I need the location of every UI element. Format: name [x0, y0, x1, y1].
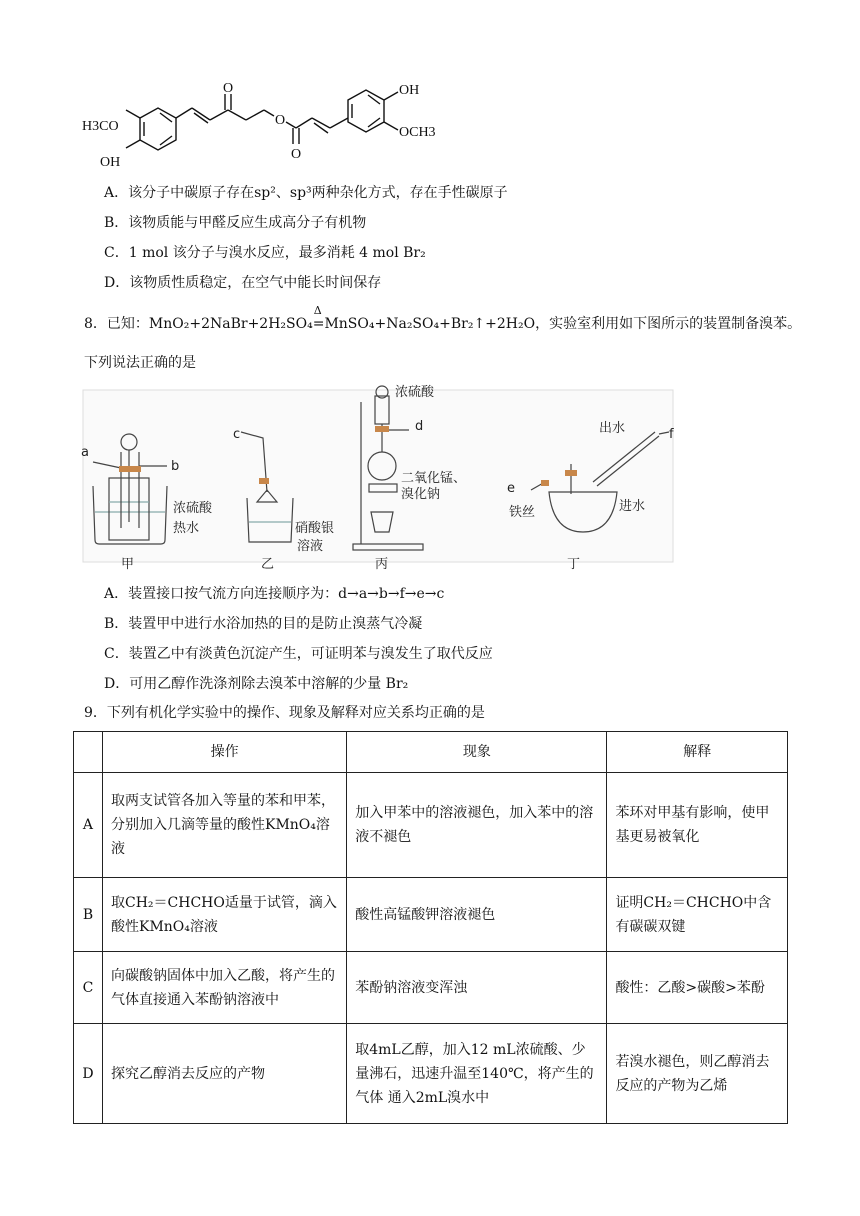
mol-label-o2: O	[275, 113, 286, 128]
fig-caption-ding: 丁	[567, 557, 581, 572]
mol-label-oh-right: OH	[399, 83, 420, 98]
q8-option-c: C．装置乙中有淡黄色沉淀产生，可证明苯与溴发生了取代反应	[104, 646, 493, 662]
table-row	[74, 878, 788, 952]
fig-caption-jia: 甲	[121, 557, 135, 572]
q9-table	[73, 731, 788, 1124]
fig-ding-label0: 出水	[599, 421, 626, 436]
mol-label-o3: O	[291, 147, 302, 162]
q8-option-a: A．装置接口按气流方向连接顺序为：d→a→b→f→e→c	[104, 586, 445, 602]
row-key: B	[74, 878, 103, 952]
q7-option-b: B．该物质能与甲醛反应生成高分子有机物	[104, 215, 367, 231]
molecule-structure	[80, 78, 480, 178]
table-row	[74, 1024, 788, 1124]
fig-bing-label0: 浓硫酸	[395, 385, 435, 400]
fig-port-d: d	[415, 419, 424, 434]
apparatus-figure	[83, 382, 683, 570]
fig-yi-label1: 硝酸银	[295, 521, 335, 536]
fig-bing-label2: 溴化钠	[401, 487, 441, 502]
q8-equation-rhs: MnSO₄+Na₂SO₄+Br₂↑+2H₂O，实验室利用如下图所示的装置制备溴苯。	[324, 316, 802, 332]
fig-yi-label2: 溶液	[297, 539, 324, 554]
fig-caption-yi: 乙	[261, 557, 275, 572]
q8-stem: 8．已知：MnO₂+2NaBr+2H₂SO₄ Δ =MnSO₄+Na₂SO₄+Br₂↑+2H₂O，实验室利用如下图所示的装置制备溴苯。	[84, 314, 801, 334]
q8-stem-line2: 下列说法正确的是	[84, 355, 196, 371]
mol-label-h3co: H3CO	[82, 119, 119, 134]
q8-option-d: D．可用乙醇作洗涤剂除去溴苯中溶解的少量 Br₂	[104, 676, 409, 692]
fig-port-f: f	[669, 427, 674, 442]
mol-label-o1: O	[223, 81, 234, 96]
fig-caption-bing: 丙	[375, 557, 389, 572]
q9-stem: 9．下列有机化学实验中的操作、现象及解释对应关系均正确的是	[84, 705, 485, 721]
cell-phenomenon: 苯酚钠溶液变浑浊	[347, 952, 607, 1024]
q8-equation-lhs: MnO₂+2NaBr+2H₂SO₄	[148, 316, 313, 332]
fig-port-a: a	[81, 445, 89, 460]
cell-operation: 探究乙醇消去反应的产物	[102, 1024, 346, 1124]
fig-jia-label2: 热水	[173, 521, 200, 536]
cell-operation: 取CH₂＝CHCHO适量于试管，滴入酸性KMnO₄溶液	[102, 878, 346, 952]
table-header: 现象	[347, 732, 607, 773]
fig-bing-label1: 二氧化锰、	[401, 471, 467, 486]
table-header-row	[74, 732, 788, 773]
cell-explanation: 苯环对甲基有影响，使甲基更易被氧化	[607, 773, 788, 878]
cell-phenomenon: 取4mL乙醇，加入12 mL浓硫酸、少量沸石，迅速升温至140℃，将产生的气体 通入2mL溴水中	[347, 1024, 607, 1124]
row-key: D	[74, 1024, 103, 1124]
table-row	[74, 952, 788, 1024]
table-header: 解释	[607, 732, 788, 773]
q7-option-d: D．该物质性质稳定，在空气中能长时间保存	[104, 275, 382, 291]
fig-port-e: e	[507, 481, 515, 496]
row-key: C	[74, 952, 103, 1024]
mol-label-oh-left: OH	[100, 155, 121, 170]
cell-operation: 取两支试管各加入等量的苯和甲苯，分别加入几滴等量的酸性KMnO₄溶液	[102, 773, 346, 878]
cell-explanation: 酸性：乙酸>碳酸>苯酚	[607, 952, 788, 1024]
q8-delta: Δ	[313, 304, 322, 317]
fig-ding-label2: 铁丝	[509, 505, 536, 520]
cell-explanation: 证明CH₂＝CHCHO中含有碳碳双键	[607, 878, 788, 952]
fig-ding-label1: 进水	[619, 499, 646, 514]
q8-option-b: B．装置甲中进行水浴加热的目的是防止溴蒸气冷凝	[104, 616, 423, 632]
table-row	[74, 773, 788, 878]
q7-option-c: C．1 mol 该分子与溴水反应，最多消耗 4 mol Br₂	[104, 245, 426, 261]
table-header: 操作	[102, 732, 346, 773]
cell-explanation: 若溴水褪色，则乙醇消去反应的产物为乙烯	[607, 1024, 788, 1124]
row-key: A	[74, 773, 103, 878]
cell-operation: 向碳酸钠固体中加入乙酸，将产生的气体直接通入苯酚钠溶液中	[102, 952, 346, 1024]
mol-label-och3: OCH3	[399, 125, 436, 140]
fig-jia-label1: 浓硫酸	[173, 501, 213, 516]
fig-port-c: c	[233, 427, 241, 442]
cell-phenomenon: 酸性高锰酸钾溶液褪色	[347, 878, 607, 952]
cell-phenomenon: 加入甲苯中的溶液褪色，加入苯中的溶液不褪色	[347, 773, 607, 878]
fig-port-b: b	[171, 459, 180, 474]
q7-option-a: A．该分子中碳原子存在sp²、sp³两种杂化方式，存在手性碳原子	[104, 185, 508, 201]
table-header	[74, 732, 103, 773]
